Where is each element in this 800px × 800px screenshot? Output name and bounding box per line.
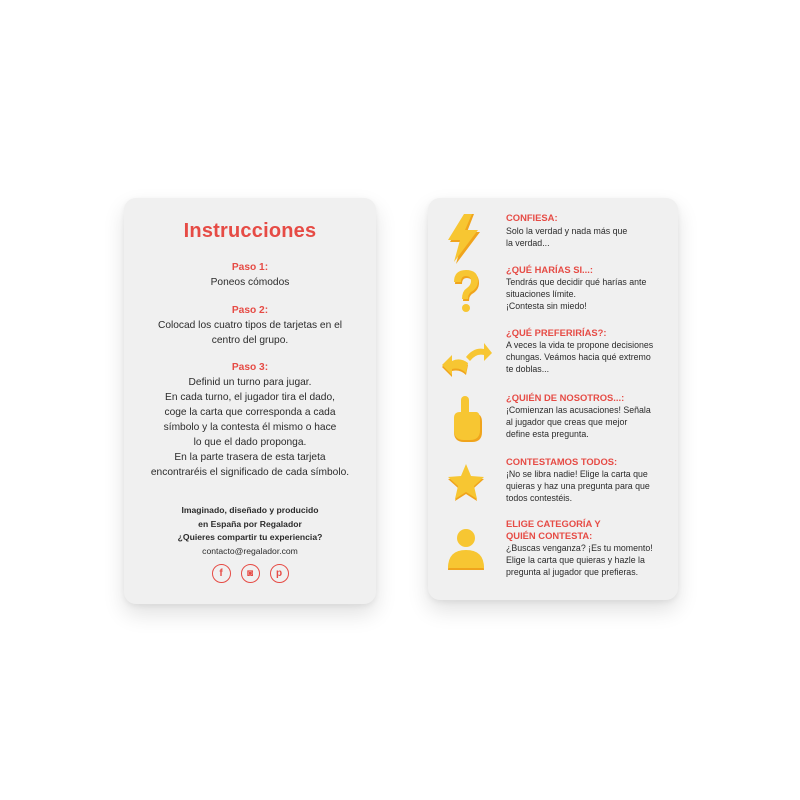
step-text: Colocad los cuatro tipos de tarjetas en el centro del grupo. (157, 320, 343, 346)
credits (124, 504, 376, 558)
arrows-icon (440, 331, 492, 385)
category-text: A veces la vida te propone decisiones chungas. Veámos hacia qué extremo te doblas... (506, 340, 654, 374)
card-title: Instrucciones (183, 220, 317, 242)
category-text: ¡No se libra nadie! Elige la carta que quieras y haz una pregunta para que todos contestéis. (506, 469, 650, 503)
category-text: Tendrás que decidir qué harías ante situaciones límite. ¡Contesta sin miedo! (506, 277, 647, 311)
step-3 (124, 360, 376, 480)
star-icon (440, 456, 492, 510)
step-label: Paso 3: (231, 362, 269, 373)
category-que-preferirias (428, 327, 678, 387)
lightning-icon (440, 212, 492, 266)
category-elige-categoria (428, 518, 678, 578)
step-label: Paso 2: (231, 305, 269, 316)
step-1 (124, 260, 376, 290)
instagram-icon[interactable]: ◙ (241, 564, 260, 583)
step-text: Poneos cómodos (210, 277, 290, 288)
pinterest-icon[interactable]: p (270, 564, 289, 583)
person-icon (440, 524, 492, 578)
credits-text: Imaginado, diseñado y producido en España por Regalador ¿Quieres compartir tu experiencia? (177, 505, 323, 542)
category-quien-de-nosotros (428, 392, 678, 452)
category-heading: ¿QUIÉN DE NOSOTROS...: (506, 392, 625, 403)
instructions-card (124, 198, 376, 604)
pointing-hand-icon (440, 392, 492, 446)
category-heading: ¿QUÉ HARÍAS SI...: (506, 264, 593, 275)
step-label: Paso 1: (231, 262, 269, 273)
category-confiesa (428, 212, 678, 272)
category-heading: CONTESTAMOS TODOS: (506, 456, 618, 467)
category-contestamos-todos (428, 456, 678, 516)
step-text: Definid un turno para jugar. En cada turno, el jugador tira el dado, coge la carta que corresponda a cada símbolo y la contesta él mismo o hace lo que el dado proponga. En la parte trasera de esta tarjeta encontraréis el significado de cada símbolo. (150, 377, 350, 478)
category-que-harias (428, 264, 678, 324)
category-heading: ¿QUÉ PREFERIRÍAS?: (506, 327, 607, 338)
category-text: Solo la verdad y nada más que la verdad... (506, 226, 628, 248)
contact-email[interactable]: contacto@regalador.com (202, 545, 298, 556)
social-links (124, 564, 376, 583)
category-text: ¿Buscas venganza? ¡Es tu momento! Elige la carta que quieras y hazle la pregunta al jugador que prefieras. (506, 543, 653, 577)
category-text: ¡Comienzan las acusaciones! Señala al jugador que creas que mejor define esta pregunta. (506, 405, 651, 439)
facebook-icon[interactable]: f (212, 564, 231, 583)
category-heading: CONFIESA: (506, 212, 558, 223)
question-mark-icon (440, 264, 492, 318)
symbols-card (428, 198, 678, 600)
category-heading: ELIGE CATEGORÍA Y QUIÉN CONTESTA: (506, 518, 601, 541)
step-2 (124, 303, 376, 348)
